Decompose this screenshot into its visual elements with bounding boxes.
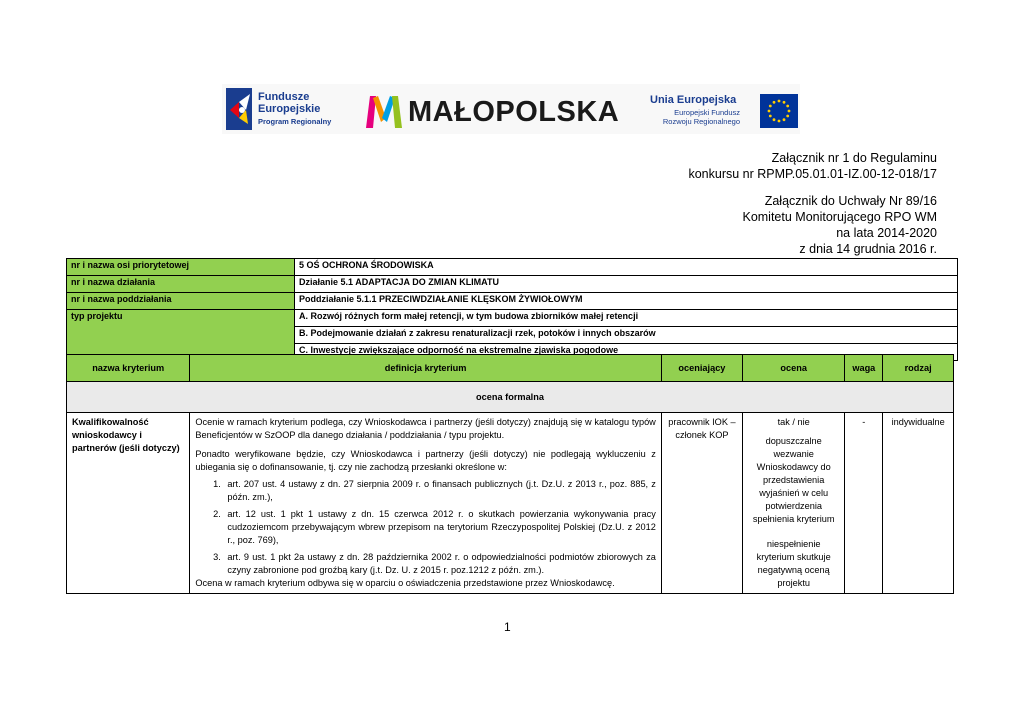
fe-subtitle: Program Regionalny (258, 117, 332, 126)
criterion-rating (743, 413, 845, 594)
contest-number-line: konkursu nr RPMP.05.01.01-IZ.00-12-018/17 (688, 167, 937, 181)
program-info-table (66, 258, 958, 361)
info-label: nr i nazwa poddziałania (67, 293, 295, 310)
rating-value: tak / nie (777, 417, 810, 427)
col-header-weight: waga (845, 355, 883, 382)
definition-paragraph: Ocenie w ramach kryterium podlega, czy Wnioskodawca i partnerzy (jeśli dotyczy) znajdują się w katalogu typów Beneficjentów w SzOOP dla danego działania / poddziałania / typu projektu. (195, 417, 656, 440)
rating-note: dopuszczalne wezwanie Wnioskodawcy do przedstawienia wyjaśnień w celu potwierdzenia spełnienia kryterium (752, 436, 835, 524)
info-value: Poddziałanie 5.1.1 PRZECIWDZIAŁANIE KLĘSKOM ŻYWIOŁOWYM (295, 293, 958, 310)
annex-resolution-line: Załącznik do Uchwały Nr 89/16 (764, 194, 937, 208)
project-type-item: B. Podejmowanie działań z zakresu renaturalizacji rzek, potoków i innych obszarów (295, 327, 958, 344)
ue-subtitle: Europejski Fundusz Rozwoju Regionalnego (662, 108, 740, 126)
committee-line: Komitetu Monitorującego RPO WM (742, 210, 937, 224)
region-name: MAŁOPOLSKA (408, 96, 620, 128)
col-header-definition: definicja kryterium (190, 355, 661, 382)
legal-basis-item: 1. art. 207 ust. 4 ustawy z dn. 27 sierpnia 2009 r. o finansach publicznych (j.t. Dz.U. z 2013 r., poz. 885, z późn. zm.), (223, 478, 655, 504)
col-header-rating: ocena (743, 355, 845, 382)
info-label: nr i nazwa działania (67, 276, 295, 293)
definition-paragraph: Ponadto weryfikowane będzie, czy Wnioskodawca i partnerzy (jeśli dotyczy) nie podlegają wykluczeniu z ubiegania się o dofinansowanie, tj. czy nie zachodzą przesłanki określone w: (195, 449, 656, 472)
info-label: nr i nazwa osi priorytetowej (67, 259, 295, 276)
criterion-kind: indywidualne (883, 413, 954, 594)
period-line: na lata 2014-2020 (836, 226, 937, 240)
info-value: Działanie 5.1 ADAPTACJA DO ZMIAN KLIMATU (295, 276, 958, 293)
section-row (67, 382, 954, 413)
date-line: z dnia 14 grudnia 2016 r. (799, 242, 937, 256)
ue-title: Unia Europejska (650, 94, 737, 106)
fe-star-icon (226, 88, 252, 130)
col-header-name: nazwa kryterium (67, 355, 190, 382)
malopolska-logo (364, 92, 624, 132)
project-type-item: A. Rozwój różnych form małej retencji, w tym budowa zbiorników małej retencji (295, 310, 958, 327)
criteria-table (66, 354, 954, 594)
info-row (67, 259, 958, 276)
col-header-assessor: oceniający (661, 355, 742, 382)
criterion-name: Kwalifikowalność wnioskodawcy i partnerów (jeśli dotyczy) (67, 413, 190, 594)
legal-basis-list (195, 478, 655, 577)
criterion-weight: - (845, 413, 883, 594)
rating-consequence: niespełnienie kryterium skutkuje negatywną oceną projektu (756, 539, 831, 588)
info-row (67, 310, 958, 327)
fundusze-europejskie-logo (224, 86, 334, 132)
definition-paragraph: Ocena w ramach kryterium odbywa się w oparciu o oświadczenia przedstawione przez Wnioskodawcę. (195, 578, 615, 588)
project-type-label: typ projektu (67, 310, 295, 361)
legal-basis-item: 2. art. 12 ust. 1 pkt 1 ustawy z dn. 15 czerwca 2012 r. o skutkach powierzania wykonywania pracy cudzoziemcom przebywającym wbrew przepisom na terytorium Rzeczypospolitej Polskiej (Dz.U. z 2012 r., poz. 769), (223, 508, 655, 547)
criterion-row (67, 413, 954, 594)
unia-europejska-logo (650, 94, 800, 130)
legal-basis-item: 3. art. 9 ust. 1 pkt 2a ustawy z dn. 28 października 2002 r. o odpowiedzialności podmiotów zbiorowych za czyny zabronione pod groźbą kary (j.t. Dz. U. z 2015 r. poz.1212 z późn. zm.). (223, 551, 655, 577)
info-value: 5 OŚ OCHRONA ŚRODOWISKA (295, 259, 958, 276)
info-row (67, 276, 958, 293)
malopolska-m-icon (364, 92, 404, 130)
criteria-header-row (67, 355, 954, 382)
project-type-item: C. Inwestycje zwiększające odporność na ekstremalne zjawiska pogodowe (295, 344, 958, 361)
fe-title: Fundusze Europejskie (258, 91, 321, 115)
section-title: ocena formalna (67, 382, 954, 413)
col-header-kind: rodzaj (883, 355, 954, 382)
annex-regulation-line: Załącznik nr 1 do Regulaminu (771, 151, 937, 165)
eu-flag-icon (760, 94, 798, 128)
criterion-definition (190, 413, 661, 594)
info-row (67, 293, 958, 310)
criterion-assessor: pracownik IOK – członek KOP (661, 413, 742, 594)
page-number: 1 (504, 620, 511, 634)
